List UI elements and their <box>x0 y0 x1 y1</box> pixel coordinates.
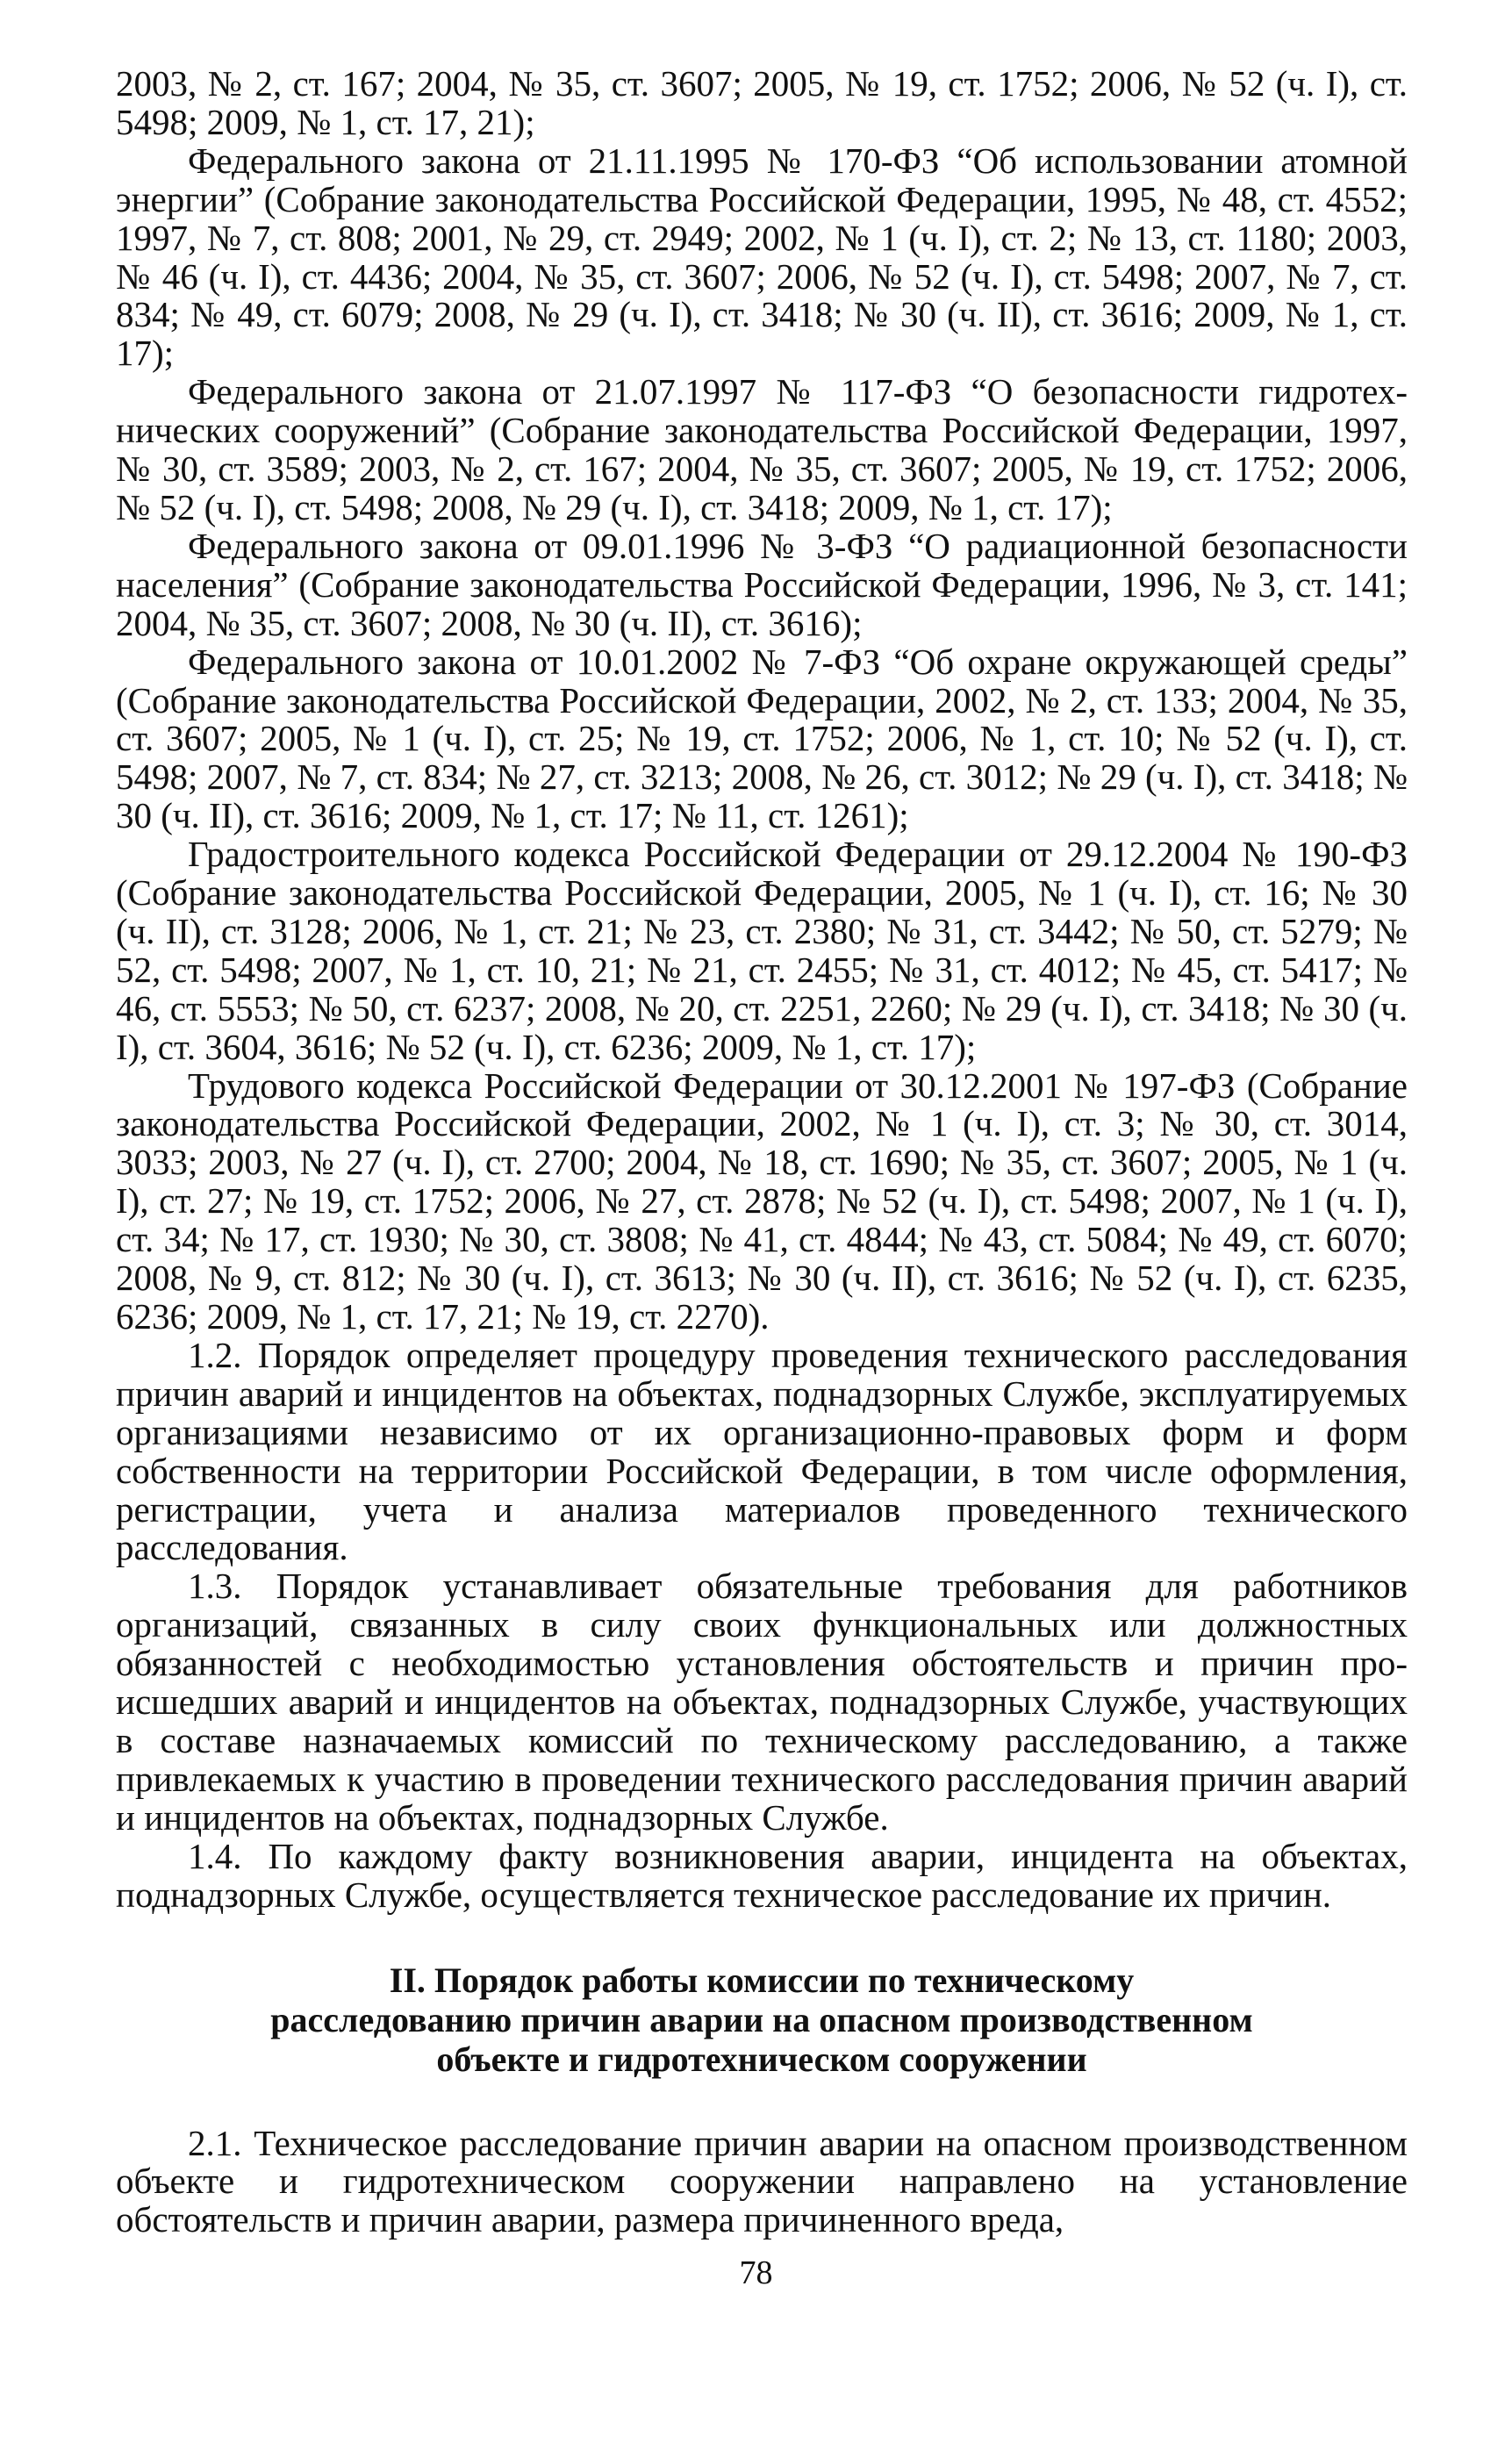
paragraph-citation-continued: 2003, № 2, ст. 167; 2004, № 35, ст. 3607; 2005, № 19, ст. 1752; 2006, № 52 (ч. I), ст. 5498; 2009, № 1, ст. 17, 21); <box>116 63 1408 142</box>
body-text-bottom <box>116 2122 1408 2240</box>
paragraph-radiation-safety-law: Федерального закона от 09.01.1996 № 3-ФЗ “О радиационной безопасности населения” (Собрание законодательства Российской Федерации, 1996, № 3, ст. 141; 2004, № 35, ст. 3607; 2008, № 30 (ч. II), ст. 3616); <box>116 525 1408 643</box>
section-heading-line-3: объекте и гидротехническом сооружении <box>436 2039 1087 2079</box>
section-heading-line-2: расследованию причин аварии на опасном производственном <box>270 1999 1253 2039</box>
section-heading-line-1: II. Порядок работы комиссии по техническому <box>389 1960 1135 2000</box>
paragraph-1-4: 1.4. По каждому факту возникновения аварии, инцидента на объектах, поднадзорных Службе, осуществляется техническое расследование их причин. <box>116 1835 1408 1915</box>
document-page <box>116 65 1408 2240</box>
section-heading <box>116 1960 1408 2079</box>
paragraph-1-3: 1.3. Порядок устанавливает обязательные требования для работников организаций, связанных в силу своих функциональных или должностных обязанностей с необходимостью установления обстоятельств и причин происшедших аварий и инцидентов на объектах, поднадзорных Службе, участвующих в составе назначаемых комиссий по техническому расследованию, а также привлекаемых к участию в проведении технического расследования причин аварий и инцидентов на объектах, поднадзорных Службе. <box>116 1566 1408 1838</box>
paragraph-environment-law: Федерального закона от 10.01.2002 № 7-ФЗ “Об охране окружающей среды” (Собрание законодательства Российской Федерации, 2002, № 2, ст. 133; 2004, № 35, ст. 3607; 2005, № 1 (ч. I), ст. 25; № 19, ст. 1752; 2006, № 1, ст. 10; № 52 (ч. I), ст. 5498; 2007, № 7, ст. 834; № 27, ст. 3213; 2008, № 26, ст. 3012; № 29 (ч. I), ст. 3418; № 30 (ч. II), ст. 3616; 2009, № 1, ст. 17; № 11, ст. 1261); <box>116 641 1408 836</box>
paragraph-urban-planning-code: Градостроительного кодекса Российской Федерации от 29.12.2004 № 190-ФЗ (Собрание законодательства Российской Федерации, 2005, № 1 (ч. I), ст. 16; № 30 (ч. II), ст. 3128; 2006, № 1, ст. 21; № 23, ст. 2380; № 31, ст. 3442; № 50, ст. 5279; № 52, ст. 5498; 2007, № 1, ст. 10, 21; № 21, ст. 2455; № 31, ст. 4012; № 45, ст. 5417; № 46, ст. 5553; № 50, ст. 6237; 2008, № 20, ст. 2251, 2260; № 29 (ч. I), ст. 3418; № 30 (ч. I), ст. 3604, 3616; № 52 (ч. I), ст. 6236; 2009, № 1, ст. 17); <box>116 834 1408 1067</box>
paragraph-labor-code: Трудового кодекса Российской Федерации от 30.12.2001 № 197-ФЗ (Собрание законодательства Российской Федерации, 2002, № 1 (ч. I), ст. 3; № 30, ст. 3014, 3033; 2003, № 27 (ч. I), ст. 2700; 2004, № 18, ст. 1690; № 35, ст. 3607; 2005, № 1 (ч. I), ст. 27; № 19, ст. 1752; 2006, № 27, ст. 2878; № 52 (ч. I), ст. 5498; 2007, № 1 (ч. I), ст. 34; № 17, ст. 1930; № 30, ст. 3808; № 41, ст. 4844; № 43, ст. 5084; № 49, ст. 6070; 2008, № 9, ст. 812; № 30 (ч. I), ст. 3613; № 30 (ч. II), ст. 3616; № 52 (ч. I), ст. 6235, 6236; 2009, № 1, ст. 17, 21; № 19, ст. 2270). <box>116 1064 1408 1337</box>
page-number: 78 <box>739 2254 773 2291</box>
paragraph-1-2: 1.2. Порядок определяет процедуру проведения технического расследования причин аварий и инцидентов на объектах, поднадзорных Службе, эксплуатируемых организациями независимо от их организационно-правовых форм и форм собственности на территории Российской Федерации, в том числе оформления, регистрации, учета и анализа материалов проведенного технического расследования. <box>116 1334 1408 1568</box>
paragraph-2-1: 2.1. Техническое расследование причин аварии на опасном производственном объекте и гидротехническом сооружении направлено на установление обстоятельств и причин аварии, размера причиненного вреда, <box>116 2122 1408 2240</box>
paragraph-atomic-energy-law: Федерального закона от 21.11.1995 № 170-ФЗ “Об использовании атомной энергии” (Собрание законодательства Российской Федерации, 1995, № 48, ст. 4552; 1997, № 7, ст. 808; 2001, № 29, ст. 2949; 2002, № 1 (ч. I), ст. 2; № 13, ст. 1180; 2003, № 46 (ч. I), ст. 4436; 2004, № 35, ст. 3607; 2006, № 52 (ч. I), ст. 5498; 2007, № 7, ст. 834; № 49, ст. 6079; 2008, № 29 (ч. I), ст. 3418; № 30 (ч. II), ст. 3616; 2009, № 1, ст. 17); <box>116 140 1408 374</box>
body-text-top <box>116 65 1408 1915</box>
paragraph-hydrotechnical-safety-law: Федерального закона от 21.07.1997 № 117-ФЗ “О безопасности гидротехнических сооружений” (Собрание законодательства Российской Федерации, 1997, № 30, ст. 3589; 2003, № 2, ст. 167; 2004, № 35, ст. 3607; 2005, № 19, ст. 1752; 2006, № 52 (ч. I), ст. 5498; 2008, № 29 (ч. I), ст. 3418; 2009, № 1, ст. 17); <box>116 371 1408 527</box>
